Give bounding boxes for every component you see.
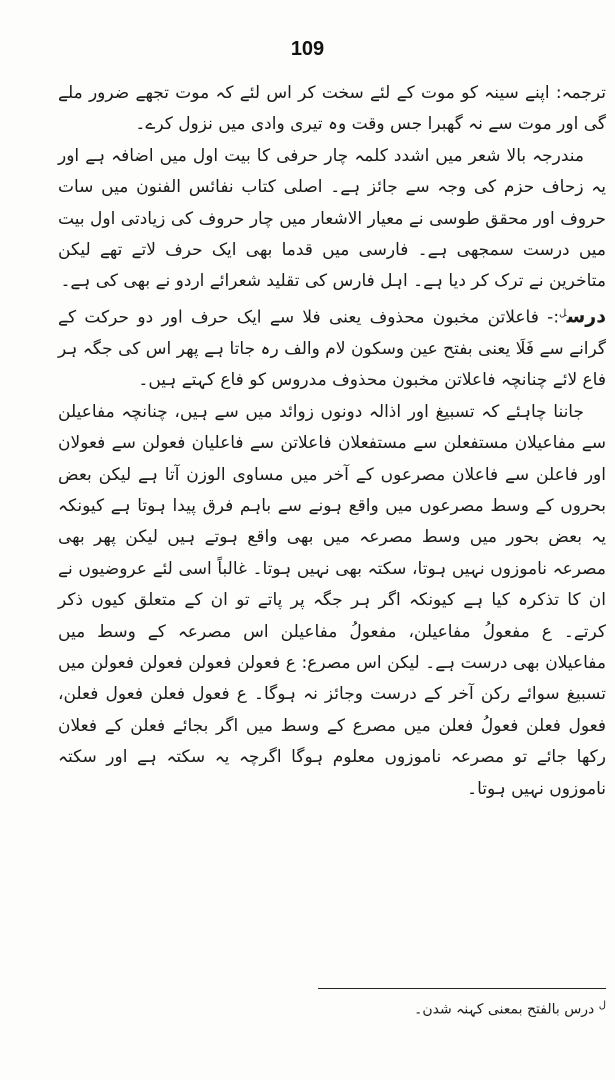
footnote-divider — [318, 988, 606, 989]
lesson-heading: درس — [566, 305, 606, 328]
paragraph-translation: ترجمہ: اپنے سینہ کو موت کے لئے سخت کر اس لئے کہ موت تجھے ضرور ملے گی اور موت سے نہ گھبرا جس وقت وہ تیری وادی میں نزول کرے۔ — [58, 83, 606, 135]
paragraph-commentary: مندرجہ بالا شعر میں اشدد کلمہ چار حرفی کا بیت اول میں اضافہ ہے اور یہ زحاف حزم کی وجہ سے جائز ہے۔ اصلی کتاب نفائس الفنون میں سات حروف اور محقق طوسی نے معیار الاشعار میں چار حروف کی زیادتی اول بیت میں درست سمجھی ہے۔ فارسی میں قدما بھی ایک حرف لاتے تھے لیکن متاخرین نے ترک کر دیا ہے۔ اہل فارس کی تقلید شعرائے اردو نے بھی کی ہے۔ — [58, 145, 606, 292]
lesson-text: :- فاعلاتن مخبون محذوف یعنی فلا سے ایک حرف اور دو حرکت کے گرانے سے فَلَا یعنی بفتح عین وسکون لام والف رہ جاتا ہے پھر اس کی جگہ ہر فاع لائے چنانچہ فاعلاتن مخبون محذوف مدروس کو فاع کہتے ہیں۔ — [58, 307, 606, 391]
footnote-reference: ل — [559, 307, 567, 319]
footnote-text: درس بالفتح بمعنی کہنہ شدن۔ — [414, 1001, 595, 1018]
paragraph-rules: جاننا چاہئے کہ تسبیغ اور اذالہ دونوں زوائد میں سے ہیں، چنانچہ مفاعیلن سے مفاعیلان مستفعلن سے مستفعلان فاعلاتن سے فاعلیان فعولن سے فعولان اور فاعلن سے فاعلان مصرعوں کے آخر میں مساوی الوزن آتا ہے لیکن بعض بحروں کے وسط مصرعوں میں واقع ہونے سے باہم فرق پیدا ہوتا ہے کیونکہ یہ بعض بحور میں وسط مصرعہ میں بھی واقع ہوتے ہیں لیکن پھر بھی مصرعہ ناموزوں نہیں ہوتا، سکتہ بھی نہیں ہوتا۔ غالباً اسی لئے عروضیوں نے ان کا تذکرہ کیا ہے کیونکہ اگر ہر جگہ پر پاتے تو ان کے متعلق کیوں ذکر کرتے۔ ع مفعولُ مفاعیلن، مفعولُ مفاعیلن اس مصرعہ کے وسط میں مفاعیلان بھی درست ہے۔ لیکن اس مصرع: ع فعولن فعولن فعولن فعولن میں تسبیغ سوائے رکن آخر کے درست وجائز نہ ہوگا۔ ع فعول فعلن فعول فعلن، فعول فعلن فعولُ فعلن میں مصرع کے وسط میں اگر بجائے فعلن کے فعلان رکھا جائے تو مصرعہ ناموزوں معلوم ہوگا اگرچہ یہ سکتہ ہے اور سکتہ ناموزوں نہیں ہوتا۔ — [58, 401, 606, 799]
paragraph-lesson — [58, 298, 606, 397]
footnote-mark: ل — [598, 1000, 606, 1011]
main-text — [58, 78, 606, 805]
footnote — [58, 1000, 606, 1018]
page-number: 109 — [290, 38, 325, 60]
